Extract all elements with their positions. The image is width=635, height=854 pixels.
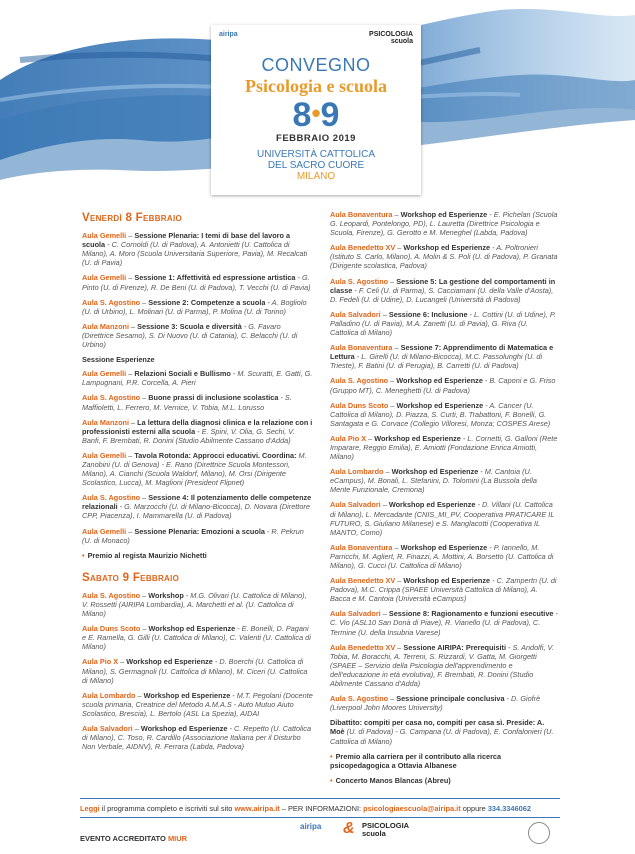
career-award-item: • Premio alla carriera per il contributo alla ricerca psicopedagogica a Ottavia Albanese xyxy=(330,751,502,770)
speakers: - A. Bogliolo (U. di Urbino), L. Molinari (U. di Parma), P. Molina (U. di Torino) xyxy=(82,297,307,316)
room-name: Aula Bonaventura xyxy=(330,210,393,219)
left-column xyxy=(82,212,314,757)
speakers: - L. Cornetti, G. Galloni (Rete Imparare, Reggio Emilia), E. Amiotti (Fondazione Enrica Amiotti, Milano) xyxy=(330,433,558,462)
room-name: Aula Gemelli xyxy=(82,231,127,241)
program-item: Aula Duns Scoto – Workshop ed Esperienze - E. Bonelli, D. Pagani e E. Ramella, G. Gilli (U. Cattolica di Milano), C. Valenti (U. Cattolica di Milano) xyxy=(82,624,311,652)
room-name: Aula Pio X xyxy=(330,433,367,443)
program-item: Aula Gemelli – Relazioni Sociali e Bullismo - M. Scuratti, E. Gatti, G. Lampugnani, P.R. Corcella, A. Pieri xyxy=(82,369,313,388)
footer-divider xyxy=(80,798,560,799)
program-item: Aula Lombardo – Workshop ed Esperienze - M. Cantoia (U. eCampus), M. Bonali, L. Stefanini, D. Tolomini (La Bussola della Mente Funzionale, Cremona) xyxy=(330,467,537,495)
saturday-heading: Sabato 9 Febbraio xyxy=(82,571,180,584)
session-title: Workshop ed Esperienze xyxy=(403,243,491,253)
session-title: Sessione 6: Inclusione xyxy=(388,309,468,319)
speakers: - C. Zampertn (U. di Padova), M.C. Crippa (SPAEE Università Cattolica di Milano), A. Bacca e M. Cantoia (Università eCampus) xyxy=(330,576,557,604)
speakers: - S. Maffioletti, L. Ferrero, M. Vernice, V. Tobia, M.L. Lorusso xyxy=(82,393,292,412)
session-title: Sessione 7: Apprendimento di Matematica e Lettura xyxy=(330,343,554,362)
conference-city: MILANO xyxy=(296,171,336,182)
room-name: Aula Gemelli xyxy=(82,526,127,536)
program-item: Aula Manzoni – La lettura della diagnosi clinica e la relazione con i professionisti esterni alla scuola - E. Spini, V. Olia, G. Sechi, V. Banfi, F. Brembati, R. Donini (Studio Abilmente Cassano d'Adda) xyxy=(82,417,313,445)
program-item: Aula S. Agostino – Sessione 5: La gestione del comportamenti in classe - F. Celi (U. di Parma), S. Cacciamani (U. della Valle d'Aosta), D. Fedeli (U. di Udine), D. Lucangeli (Università di Padova) xyxy=(330,276,556,304)
session-title: Workshop ed Esperienze xyxy=(140,724,228,734)
session-title: Workshop ed Esperienze xyxy=(400,542,488,552)
room-name: Aula Duns Scoto xyxy=(82,624,141,634)
program-item: Aula Benedetto XV – Sessione AIRIPA: Prerequisiti - S. Andolfi, V. Tobia, M. Boracchi, A. Terreni, S. Rizzardi, V. Gatta, M. Giorgetti (SPAEE – Servizio della Psicologia dell'apprendimento e dell'educazione in età evolutiva), F. Brembati, R. Donini (Studio Abilmente Cassano d'Adda) xyxy=(330,642,554,689)
program-item: Aula Gemelli – Sessione Plenaria: Emozioni a scuola - R. Pekrun (U. di Monaco) xyxy=(82,526,304,545)
speakers: - L. Cottini (U. di Udine), P. Palladino (U. di Pavia), M.A. Zanetti (U. di Pavia), G. Riva (U. Cattolica di Milano) xyxy=(330,309,556,338)
session-title: Sessione principale conclusiva xyxy=(396,694,505,704)
program-item: Aula Bonaventura – Workshop ed Esperienze - E. Pichelan (Scuola G. Leopardi, Pontelongo, PD), L. Lauretta (Direttrice Psicologia e Scuola, Firenze), G. Gerotto e M. Meneghel (Labda, Padova) xyxy=(330,210,558,238)
program-item: Aula Salvadori – Workshop ed Esperienze - D. Villani (U. Cattolica di Milano), L. Mercadante (CNIS_MI_PV, Cooperativa PRATICARE IL FUTURO, S. Giuliano Milanese) e S. Manglacotti (Cooperativa IL MANTO, Como) xyxy=(330,500,555,537)
room-name: Aula Lombardo xyxy=(330,467,384,477)
airipa-logo: airipa xyxy=(219,31,238,38)
speakers: - G. Marzocchi (U. di Milano-Bicocca), D. Novara (Direttore CPP, Piacenza), I. Mammarella (U. di Padova) xyxy=(82,502,310,521)
speakers: - F. Celi (U. di Parma), S. Cacciamani (U. della Valle d'Aosta), D. Fedeli (U. di Udine), D. Lucangeli (Università di Padova) xyxy=(330,285,554,304)
speakers: - L. Girelli (U. di Milano-Bicocca), M.C. Passolunghi (U. di Trieste), F. Batini (U. di Perugia), B. Carretti (U. di Padova) xyxy=(330,352,543,371)
debate-item: Dibattito: compiti per casa no, compiti per casa sì. Preside: A. Moè (U. di Padova) - G. Campana (U. di Padova), E. Confalonieri (U. Cattolica di Milano) xyxy=(330,718,554,746)
room-name: Aula Manzoni xyxy=(82,321,130,331)
speakers: - D. Villani (U. Cattolica di Milano), L. Mercadante (CNIS_MI_PV, Cooperativa PRATICARE IL FUTURO, S. Giuliano Milanese) e S. Manglacotti (Cooperativa IL MANTO, Como) xyxy=(330,500,555,537)
speakers: - G. Favaro (Direttrice Sesamo), S. Di Nuovo (U. di Catania), C. Belacchi (U. di Urbino) xyxy=(82,321,298,350)
speakers: - A. Poltronieri (Istituto S. Carlo, Milano), A. Molin & S. Poli (U. di Padova), P. Granata (Dirigente scolastica, Padova) xyxy=(330,243,558,271)
program-item: Aula S. Agostino – Sessione 2: Competenze a scuola - A. Bogliolo (U. di Urbino), L. Molinari (U. di Parma), P. Molina (U. di Torino) xyxy=(82,297,307,316)
room-name: Aula Duns Scoto xyxy=(330,400,389,410)
program-item: Aula Salvadori – Sessione 8: Ragionamento e funzioni esecutive - C. Vio (ASL10 San Donà di Piave), R. Vianello (U. di Padova), C. Termine (U. della Insubria Varese) xyxy=(330,609,558,637)
program-item: Aula Gemelli – Sessione 1: Affettività ed espressione artistica - G. Pinto (U. di Firenze), R. De Beni (U. di Padova), T. Vecchi (U. di Pavia) xyxy=(82,273,311,292)
session-title: Workshop ed Esperienze xyxy=(396,376,483,386)
award-item: • Premio al regista Maurizio Nichetti xyxy=(82,550,207,560)
speakers: - C. Vio (ASL10 San Donà di Piave), R. Vianello (U. di Padova), C. Termine (U. della Insubria Varese) xyxy=(330,609,558,637)
room-name: Aula Benedetto XV xyxy=(330,576,396,586)
session-title: Sessione Plenaria: Emozioni a scuola xyxy=(134,526,265,536)
session-title: Workshop ed Esperienze xyxy=(148,624,236,634)
room-name: Aula S. Agostino xyxy=(330,276,389,286)
convegno-label: CONVEGNO xyxy=(261,55,371,75)
ampersand: & xyxy=(343,820,355,837)
room-name: Aula Gemelli xyxy=(82,450,127,460)
session-title: La lettura della diagnosi clinica e la relazione con i professionisti esterni alla scuola xyxy=(82,417,313,436)
room-name: Aula S. Agostino xyxy=(82,297,141,307)
conference-dates: 8•9 xyxy=(292,96,340,134)
speakers: - D. Giofrè (Liverpool John Moores University) xyxy=(330,694,541,713)
speakers: - E. Bonelli, D. Pagani e E. Ramella, G. Gilli (U. Cattolica di Milano), C. Valenti (U. Cattolica di Milano) xyxy=(82,624,311,652)
program-item: Aula S. Agostino – Sessione 4: Il potenziamento delle competenze relazionali - G. Marzocchi (U. di Milano-Bicocca), D. Novara (Direttore CPP, Piacenza), I. Mammarella (U. di Padova) xyxy=(82,493,312,521)
speakers: - P. Iannello, M. Parricchi, M. Agliert, R. Finazzi, A. Mottini, A. Borsetto (U. Cattolica di Milano), G. Cucci (U. Cattolica di Milano) xyxy=(330,542,554,570)
session-title: Sessione 4: Il potenziamento delle competenze relazionali xyxy=(82,493,312,512)
conference-month: FEBBRAIO 2019 xyxy=(276,133,356,144)
speakers: - E. Spini, V. Olia, G. Sechi, V. Banfi, F. Brembati, R. Donini (Studio Abilmente Cassano d'Adda) xyxy=(82,426,295,445)
room-name: Aula Benedetto XV xyxy=(330,243,396,253)
title-card xyxy=(211,25,421,195)
room-name: Aula Bonaventura xyxy=(330,343,393,353)
program-item: Aula S. Agostino – Workshop - M.G. Olivari (U. Cattolica di Milano), V. Rossetti (AIRIPA Lombardia), A. Marchetti et al. (U. Cattolica di Milano) xyxy=(82,590,307,619)
room-name: Aula S. Agostino xyxy=(82,493,141,503)
speakers: - E. Pichelan (Scuola G. Leopardi, Pontelongo, PD), L. Lauretta (Direttrice Psicologia e Scuola, Firenze), G. Gerotto e M. Meneghel (Labda, Padova) xyxy=(330,210,558,238)
program-item: Aula Bonaventura – Sessione 7: Apprendimento di Matematica e Lettura - L. Girelli (U. di Milano-Bicocca), M.C. Passolunghi (U. di Trieste), F. Batini (U. di Perugia), B. Carretti (U. di Padova) xyxy=(330,343,554,371)
footer-divider-2 xyxy=(80,817,560,818)
speakers: - M. Cantoia (U. eCampus), M. Bonali, L. Stefanini, D. Tolomini (La Bussola della Mente Funzionale, Cremona) xyxy=(330,467,537,495)
room-name: Aula Pio X xyxy=(82,657,119,667)
program-item: Aula Salvadori – Sessione 6: Inclusione - L. Cottini (U. di Udine), P. Palladino (U. di Pavia), M.A. Zanetti (U. di Pavia), G. Riva (U. Cattolica di Milano) xyxy=(330,309,556,338)
program-item: Aula Gemelli – Sessione Plenaria: I temi di base del lavoro a scuola - C. Cornoldi (U. di Padova), A. Antonietti (U. Cattolica di Milano), A. Moro (Scuola Universitaria Superiore, Pavia), M. Recalcati (U. di Pavia) xyxy=(82,231,308,268)
footer-airipa-logo: airipa xyxy=(300,822,322,831)
sessions-subheading: Sessione Esperienze xyxy=(82,355,155,365)
speakers: - B. Caponi e G. Friso (Gruppo MT), C. Meneghetti (U. di Padova) xyxy=(330,376,556,395)
speakers: - M.T. Pegolani (Docente scuola primaria, Creatrice del Metodo A.M.A.S - Auto Mutuo Aiuto Scolastico, Brescia), L. Bertolo (ASL La Spezia), AIDAI xyxy=(82,690,313,718)
footer-psicologia-logo: PSICOLOGIA scuola xyxy=(362,821,410,838)
right-column xyxy=(330,210,558,791)
hero-banner xyxy=(0,0,635,200)
session-title: Sessione 8: Ragionamento e funzioni esecutive xyxy=(388,609,554,619)
session-title: Workshop ed Esperienze xyxy=(391,467,479,477)
footer-info: Leggi il programma completo e iscriviti sul sito www.airipa.it – PER INFORMAZIONI: psicologiaescuola@airipa.it oppure 334.3346062 xyxy=(80,804,531,813)
university-name: UNIVERSITÀ CATTOLICA DEL SACRO CUORE xyxy=(257,149,375,171)
session-title: Sessione 5: La gestione del comportamenti in classe xyxy=(330,276,556,295)
session-title: Workshop ed Esperienze xyxy=(374,433,461,443)
room-name: Aula Salvadori xyxy=(330,500,381,510)
program-item: Aula S. Agostino – Workshop ed Esperienze - B. Caponi e G. Friso (Gruppo MT), C. Meneghetti (U. di Padova) xyxy=(330,376,556,395)
session-title: Workshop ed Esperienze xyxy=(396,400,484,410)
room-name: Aula S. Agostino xyxy=(82,393,141,403)
room-name: Aula Gemelli xyxy=(82,273,127,283)
program-item: Aula Pio X – Workshop ed Esperienze - L. Cornetti, G. Galloni (Rete Imparare, Reggio Emilia), E. Amiotti (Fondazione Enrica Amiotti, Milano) xyxy=(330,433,558,462)
speakers: M. Zanobini (U. di Genova) - E. Rano (Direttrice Scuola Montessori, Milano), A. Cianchi (Scuola Waldorf, Milano), M. Orsi (Dirigente Scolastico, Lucca), M. Maglioni (President Flipnet) xyxy=(82,450,307,488)
program-item: Aula Benedetto XV – Workshop ed Esperienze - A. Poltronieri (Istituto S. Carlo, Milano), A. Molin & S. Poli (U. di Padova), P. Granata (Dirigente scolastica, Padova) xyxy=(330,243,558,271)
session-title: Tavola Rotonda: Approcci educativi. Coordina: xyxy=(134,450,297,460)
session-title: Workshop xyxy=(148,590,184,600)
program-item: Aula Gemelli – Tavola Rotonda: Approcci educativi. Coordina: M. Zanobini (U. di Genova) - E. Rano (Direttrice Scuola Montessori, Milano), A. Cianchi (Scuola Waldorf, Milano), M. Orsi (Dirigente Scolastico, Lucca), M. Maglioni (President Flipnet) xyxy=(82,450,307,488)
speakers: - M.G. Olivari (U. Cattolica di Milano), V. Rossetti (AIRIPA Lombardia), A. Marchetti et al. (U. Cattolica di Milano) xyxy=(82,590,307,619)
speakers: - G. Pinto (U. di Firenze), R. De Beni (U. di Padova), T. Vecchi (U. di Pavia) xyxy=(82,273,311,292)
speakers: - R. Pekrun (U. di Monaco) xyxy=(82,526,304,545)
program-item: Aula Salvadori – Workshop ed Esperienze - C. Repetto (U. Cattolica di Milano), C. Toso, R. Cardillo (Associazione Italiana per il Disturbo Non Verbale, AIDNV), R. Ferrara (Labda, Padova) xyxy=(82,724,312,752)
phone-number: 334.3346062 xyxy=(487,804,531,813)
session-title: Sessione 2: Competenze a scuola xyxy=(148,297,266,307)
room-name: Aula Lombardo xyxy=(82,690,136,700)
program-item: Aula Benedetto XV – Workshop ed Esperienze - C. Zampertn (U. di Padova), M.C. Crippa (SPAEE Università Cattolica di Milano), A. Bacca e M. Cantoia (Università eCampus) xyxy=(330,576,557,604)
speakers: - C. Repetto (U. Cattolica di Milano), C. Toso, R. Cardillo (Associazione Italiana per il Disturbo Non Verbale, AIDNV), R. Ferrara (Labda, Padova) xyxy=(82,724,312,752)
room-name: Aula Gemelli xyxy=(82,369,127,379)
session-title: Workshop ed Esperienze xyxy=(403,576,491,586)
concert-item: • Concerto Manos Blancas (Abreu) xyxy=(330,775,451,785)
psicologia-scuola-logo: PSICOLOGIA scuola xyxy=(369,31,413,45)
session-title: Workshop ed Esperienze xyxy=(388,500,476,510)
session-title: Workshop ed Esperienze xyxy=(126,657,213,667)
speakers: - D. Boerchi (U. Cattolica di Milano), S. Germagnoli (U. Cattolica di Milano), M. Ciceri (U. Cattolica di Milano) xyxy=(82,657,308,685)
program-item: Aula Pio X – Workshop ed Esperienze - D. Boerchi (U. Cattolica di Milano), S. Germagnoli (U. Cattolica di Milano), M. Ciceri (U. Cattolica di Milano) xyxy=(82,657,308,685)
program-item: Aula Lombardo – Workshop ed Esperienze - M.T. Pegolani (Docente scuola primaria, Creatrice del Metodo A.M.A.S - Auto Mutuo Aiuto Scolastico, Brescia), L. Bertolo (ASL La Spezia), AIDAI xyxy=(82,690,313,718)
room-name: Aula Benedetto XV xyxy=(330,642,396,652)
program-item: Aula S. Agostino – Buone prassi di inclusione scolastica - S. Maffioletti, L. Ferrero, M. Vernice, V. Tobia, M.L. Lorusso xyxy=(82,393,292,412)
email-link[interactable]: psicologiaescuola@airipa.it xyxy=(363,804,461,813)
room-name: Aula S. Agostino xyxy=(330,694,389,704)
room-name: Aula Bonaventura xyxy=(330,542,393,552)
conference-title: Psicologia e scuola xyxy=(245,76,387,96)
room-name: Aula S. Agostino xyxy=(82,590,141,600)
room-name: Aula Manzoni xyxy=(82,417,130,427)
session-title: Sessione Plenaria: I temi di base del lavoro a scuola xyxy=(82,231,291,250)
accreditation: EVENTO ACCREDITATO MIUR xyxy=(80,834,188,843)
friday-heading: Venerdì 8 Febbraio xyxy=(82,212,182,224)
speakers: - C. Cornoldi (U. di Padova), A. Antonietti (U. Cattolica di Milano), A. Moro (Scuola Universitaria Superiore, Pavia), M. Recalcati (U. di Pavia) xyxy=(82,240,308,268)
session-title: Workshop ed Esperienze xyxy=(400,210,488,219)
speakers: - A. Cancer (U. Cattolica di Milano), D. Piazza, S. Curti, B. Trabattoni, F. Bonelli, G. Santagata e G. Corvace (Collegio Villoresi, Monza; COSPES Arese) xyxy=(330,400,551,428)
session-title: Relazioni Sociali e Bullismo xyxy=(134,369,231,379)
speakers: - S. Andolfi, V. Tobia, M. Boracchi, A. Terreni, S. Rizzardi, V. Gatta, M. Giorgetti (SPAEE – Servizio della Psicologia dell'apprendimento e dell'educazione in età evolutiva), F. Brembati, R. Donini (Studio Abilmente Cassano d'Adda) xyxy=(330,642,554,689)
room-name: Aula S. Agostino xyxy=(330,376,389,386)
seal-logo xyxy=(528,822,550,844)
program-item: Aula Bonaventura – Workshop ed Esperienze - P. Iannello, M. Parricchi, M. Agliert, R. Finazzi, A. Mottini, A. Borsetto (U. Cattolica di Milano), G. Cucci (U. Cattolica di Milano) xyxy=(330,542,554,570)
room-name: Aula Salvadori xyxy=(330,609,381,619)
speakers: - M. Scuratti, E. Gatti, G. Lampugnani, P.R. Corcella, A. Pieri xyxy=(82,369,313,388)
session-title: Workshop ed Esperienze xyxy=(143,690,231,700)
program-item: Aula S. Agostino – Sessione principale conclusiva - D. Giofrè (Liverpool John Moores University) xyxy=(330,694,541,713)
session-title: Buone prassi di inclusione scolastica xyxy=(148,393,279,403)
program-item: Aula Duns Scoto – Workshop ed Esperienze - A. Cancer (U. Cattolica di Milano), D. Piazza, S. Curti, B. Trabattoni, F. Bonelli, G. Santagata e G. Corvace (Collegio Villoresi, Monza; COSPES Arese) xyxy=(330,400,551,428)
session-title: Sessione 3: Scuola e diversità xyxy=(137,321,242,331)
session-title: Sessione AIRIPA: Prerequisiti xyxy=(403,642,506,652)
session-title: Sessione 1: Affettività ed espressione artistica xyxy=(134,273,296,283)
program-item: Aula Manzoni – Sessione 3: Scuola e diversità - G. Favaro (Direttrice Sesamo), S. Di Nuovo (U. di Catania), C. Belacchi (U. di Urbino) xyxy=(82,321,298,350)
site-link[interactable]: www.airipa.it xyxy=(234,804,280,813)
room-name: Aula Salvadori xyxy=(82,724,133,734)
room-name: Aula Salvadori xyxy=(330,309,381,319)
